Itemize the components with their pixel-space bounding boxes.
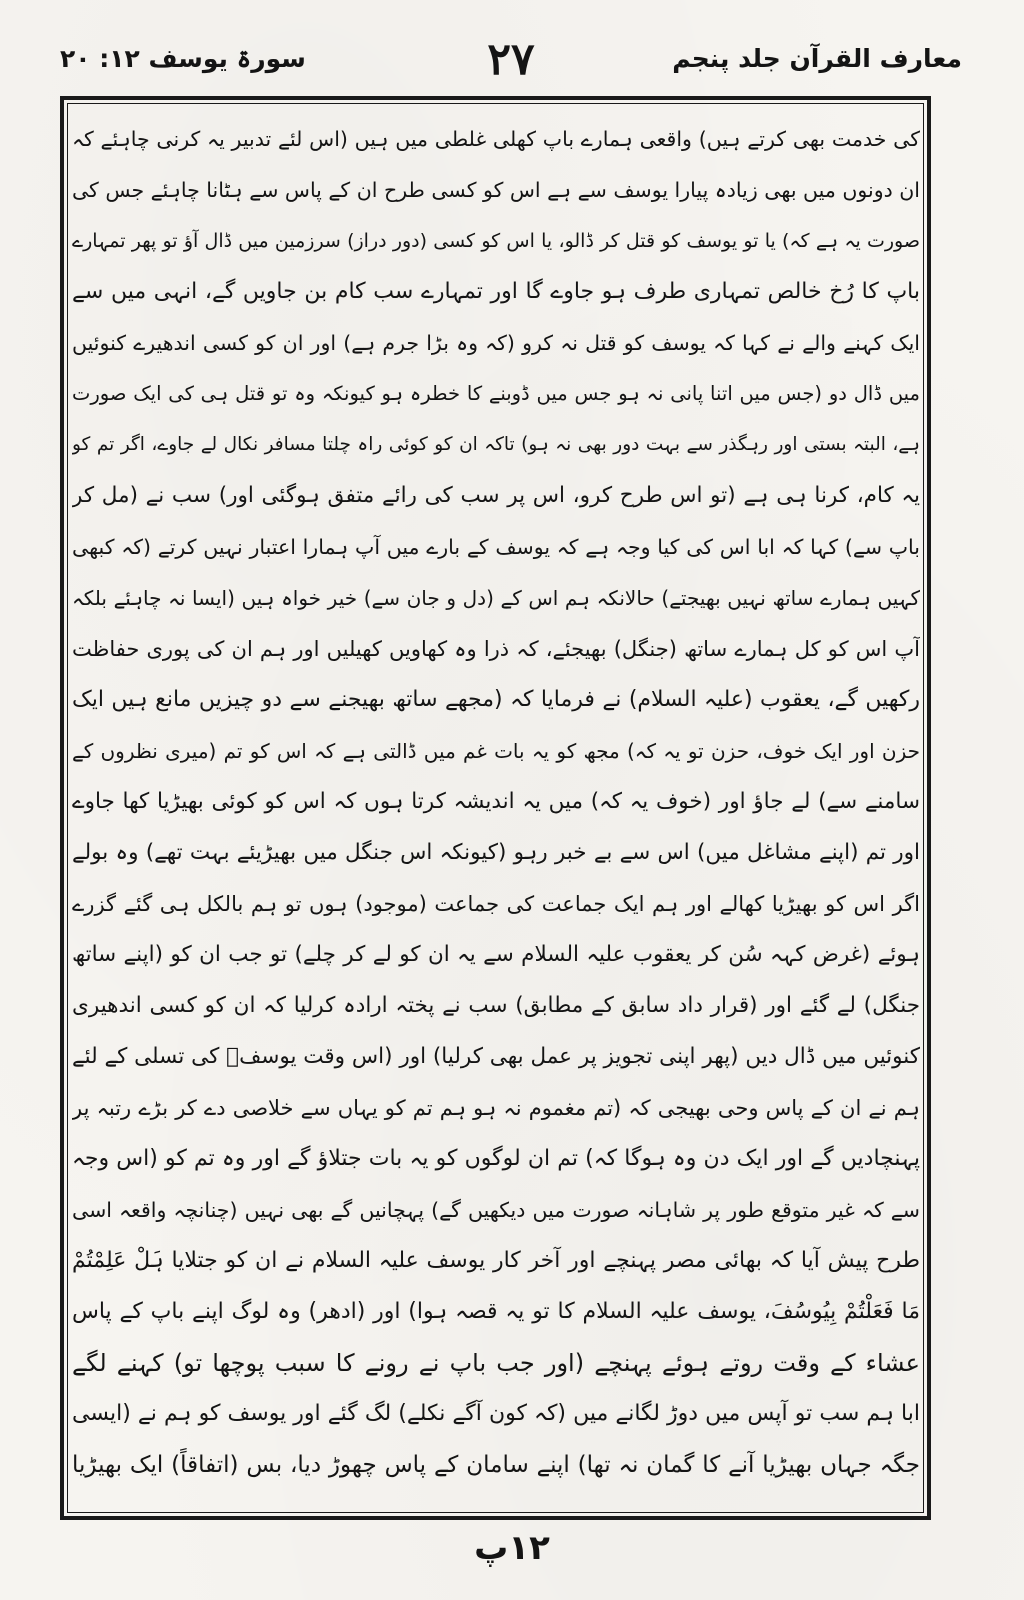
text-line: طرح پیش آیا کہ بھائی مصر پہنچے اور آخر کار یوسف علیہ السلام نے ان کو جتلایا ہَلْ عَلِمْتُمْ [72, 1248, 920, 1273]
text-body [72, 112, 920, 1512]
text-line: کی خدمت بھی کرتے ہیں) واقعی ہمارے باپ کھلی غلطی میں ہیں (اس لئے تدبیر یہ کرنی چاہئے کہ [72, 127, 920, 151]
footer-signature: ۱۲پ [474, 1528, 550, 1568]
text-line: سامنے سے) لے جاؤ اور (خوف یہ کہ) میں یہ اندیشہ کرتا ہوں کہ اس کو کوئی بھیڑیا کھا جاوے [72, 789, 920, 814]
surah-reference: سورۃ یوسف ۱۲: ۲۰ [60, 44, 306, 73]
text-line: عشاء کے وقت روتے ہوئے پہنچے (اور جب باپ نے رونے کا سبب پوچھا تو) کہنے لگے [72, 1349, 920, 1377]
text-line: ان دونوں میں بھی زیادہ پیارا یوسف سے ہے اس کو کسی طرح ان کے پاس سے ہٹانا چاہئے جس کی [72, 178, 920, 202]
page-number: ۲۷ [487, 34, 535, 85]
text-line: ایک کہنے والے نے کہا کہ یوسف کو قتل نہ کرو (کہ وہ بڑا جرم ہے) اور ان کو کسی اندھیرے کنوئیں [72, 331, 920, 355]
text-line: ابا ہم سب تو آپس میں دوڑ لگانے میں (کہ کون آگے نکلے) لگ گئے اور یوسف کو ہم نے (ایسی [72, 1401, 920, 1426]
text-line: اور تم (اپنے مشاغل میں) اس سے بے خبر رہو (کیونکہ اس جنگل میں بھیڑیئے بہت تھے) وہ بولے [72, 840, 920, 865]
text-line: مَا فَعَلْتُمْ بِيُوسُفَ، یوسف علیہ السلام کا تو یہ قصہ ہوا) اور (ادھر) وہ لوگ اپنے باپ کے پاس [72, 1299, 920, 1324]
text-line: کہیں ہمارے ساتھ نہیں بھیجتے) حالانکہ ہم اس کے (دل و جان سے) خیر خواہ ہیں (ایسا نہ چاہئے بلکہ [72, 586, 920, 610]
text-line: باپ کا رُخ خالص تمہاری طرف ہو جاوے گا اور تمہارے سب کام بن جاویں گے، انہی میں سے [72, 279, 920, 304]
text-line: ہم نے ان کے پاس وحی بھیجی کہ (تم مغموم نہ ہو ہم تم کو یہاں سے خلاصی دے کر بڑے رتبہ پر [72, 1096, 920, 1120]
book-title: معارف القرآن جلد پنجم [672, 44, 962, 73]
text-line: ہوئے (غرض کہہ سُن کر یعقوب علیہ السلام سے یہ ان کو لے کر چلے) تو جب ان کو (اپنے ساتھ [72, 942, 920, 967]
text-line: صورت یہ ہے کہ) یا تو یوسف کو قتل کر ڈالو، یا اس کو کسی (دور دراز) سرزمین میں ڈال آؤ تو پھر تمہارے [72, 230, 920, 252]
text-line: ہے، البتہ بستی اور رہگذر سے بہت دور بھی نہ ہو) تاکہ ان کو کوئی راہ چلتا مسافر نکال لے جاوے، اگر تم کو [72, 434, 920, 455]
text-line: جگہ جہاں بھیڑیا آنے کا گمان نہ تھا) اپنے سامان کے پاس چھوڑ دیا، بس (اتفاقاً) ایک بھیڑیا [72, 1452, 920, 1478]
text-line: جنگل) لے گئے اور (قرار داد سابق کے مطابق) سب نے پختہ ارادہ کرلیا کہ ان کو کسی اندھیری [72, 993, 920, 1018]
text-line: اگر اس کو بھیڑیا کھالے اور ہم ایک جماعت کی جماعت (موجود) ہوں تو ہم بالکل ہی گئے گزرے [72, 892, 920, 916]
text-line: باپ سے) کہا کہ ابا اس کی کیا وجہ ہے کہ یوسف کے بارے میں آپ ہمارا اعتبار نہیں کرتے (کہ کبھی [72, 535, 920, 559]
text-line: میں ڈال دو (جس میں اتنا پانی نہ ہو جس میں ڈوبنے کا خطرہ ہو کیونکہ وہ تو قتل ہی کی ایک صورت [72, 382, 920, 405]
text-line: رکھیں گے، یعقوب (علیہ السلام) نے فرمایا کہ (مجھے ساتھ بھیجنے سے دو چیزیں مانع ہیں ایک [72, 687, 920, 712]
page-header [60, 34, 962, 86]
text-line: سے کہ غیر متوقع طور پر شاہانہ صورت میں دیکھیں گے) پہچانیں گے بھی نہیں (چنانچہ واقعہ اسی [72, 1198, 920, 1222]
text-line: پہنچادیں گے اور ایک دن وہ ہوگا کہ) تم ان لوگوں کو یہ بات جتلاؤ گے اور وہ تم کو (اس وجہ [72, 1146, 920, 1171]
text-line: کنوئیں میں ڈال دیں (پھر اپنی تجویز پر عمل بھی کرلیا) اور (اس وقت یوسفؑ کی تسلی کے لئے [72, 1044, 920, 1069]
text-line: یہ کام، کرنا ہی ہے (تو اس طرح کرو، اس پر سب کی رائے متفق ہوگئی اور) سب نے (مل کر [72, 483, 920, 508]
text-line: آپ اس کو کل ہمارے ساتھ (جنگل) بھیجئے، کہ ذرا وہ کھاویں کھیلیں اور ہم ان کی پوری حفاظت [72, 637, 920, 661]
text-line: حزن اور ایک خوف، حزن تو یہ کہ) مجھ کو یہ بات غم میں ڈالتی ہے کہ اس کو تم (میری نظروں کے [72, 739, 920, 763]
